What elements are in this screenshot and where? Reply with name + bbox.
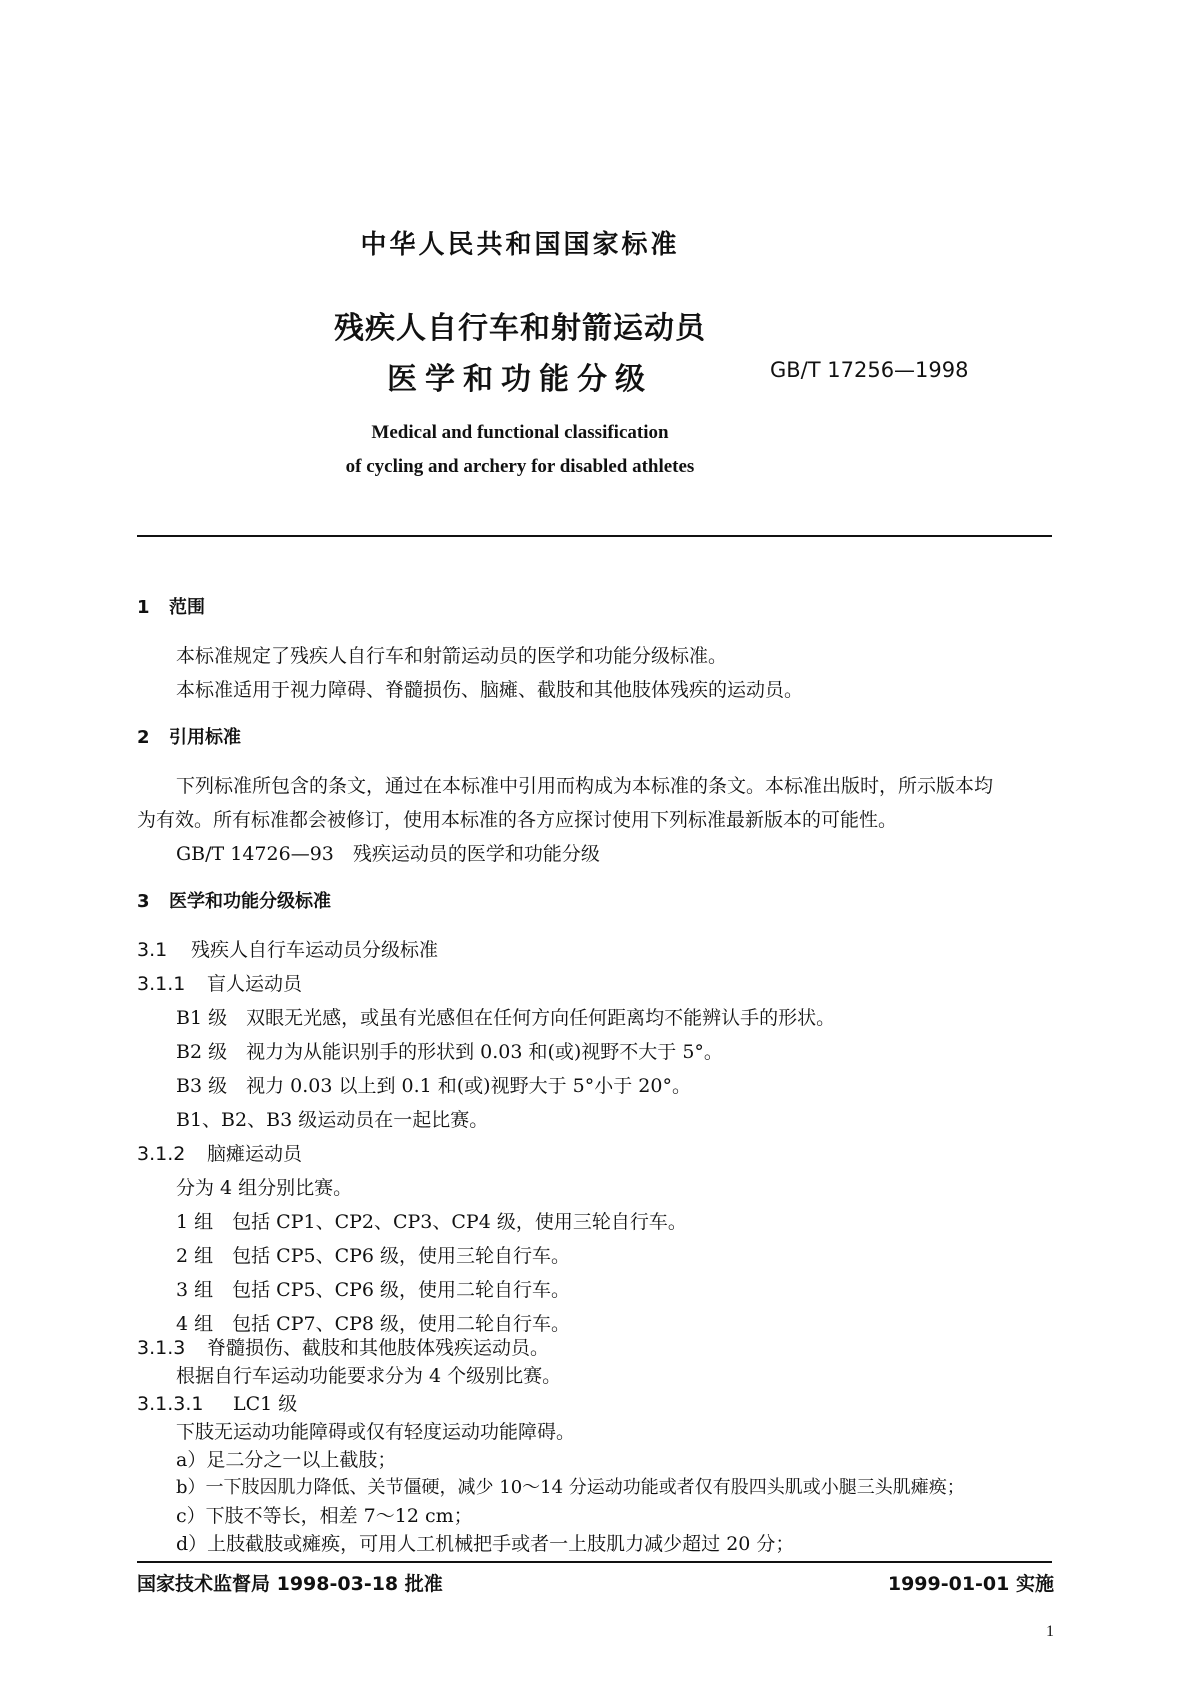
- subsection-number: 3.1.2: [137, 1143, 186, 1165]
- s2-paragraph-line2: 为有效。所有标准都会被修订，使用本标准的各方应探讨使用下列标准最新版本的可能性。: [137, 809, 898, 831]
- section-number: 2: [137, 727, 150, 748]
- approval-note: 国家技术监督局 1998-03-18 批准: [137, 1573, 443, 1595]
- class-b2: B2 级 视力为从能识别手的形状到 0.03 和(或)视野不大于 5°。: [176, 1041, 723, 1063]
- cp-intro: 分为 4 组分别比赛。: [176, 1177, 353, 1199]
- title-line1: 残疾人自行车和射箭运动员: [334, 311, 706, 346]
- subsection-number: 3.1.3.1: [137, 1393, 204, 1415]
- cp-group-3: 3 组 包括 CP5、CP6 级，使用二轮自行车。: [176, 1279, 571, 1301]
- subsection-number: 3.1.3: [137, 1337, 186, 1359]
- s2-paragraph-line1: 下列标准所包含的条文，通过在本标准中引用而构成为本标准的条文。本标准出版时，所示版本均: [176, 775, 994, 797]
- subsection-title: 盲人运动员: [207, 973, 303, 995]
- subsection-title: 脊髓损伤、截肢和其他肢体残疾运动员。: [207, 1337, 550, 1359]
- title-line2: 医学和功能分级: [387, 362, 653, 397]
- subsection-title: 残疾人自行车运动员分级标准: [191, 939, 439, 961]
- standard-number: GB/T 17256—1998: [770, 358, 969, 382]
- section-1-heading: [137, 593, 205, 619]
- header-divider: [137, 535, 1052, 537]
- lc1-intro: 下肢无运动功能障碍或仅有轻度运动功能障碍。: [176, 1421, 576, 1443]
- class-b3: B3 级 视力 0.03 以上到 0.1 和(或)视野大于 5°小于 20°。: [176, 1075, 691, 1097]
- subsection-title: LC1 级: [233, 1393, 298, 1415]
- class-b1: B1 级 双眼无光感，或虽有光感但在任何方向任何距离均不能辨认手的形状。: [176, 1007, 836, 1029]
- subsection-3-1-1: [137, 969, 302, 996]
- s1-paragraph-2: 本标准适用于视力障碍、脊髓损伤、脑瘫、截肢和其他肢体残疾的运动员。: [176, 679, 804, 701]
- subsection-3-1-3-1: [137, 1389, 297, 1416]
- class-b-together: B1、B2、B3 级运动员在一起比赛。: [176, 1109, 489, 1131]
- subsection-title: 脑瘫运动员: [207, 1143, 303, 1165]
- s2-reference: GB/T 14726—93 残疾运动员的医学和功能分级: [176, 843, 600, 865]
- lc1-item-a: a）足二分之一以上截肢；: [176, 1449, 397, 1471]
- page-number: 1: [1046, 1623, 1054, 1640]
- subsection-number: 3.1: [137, 939, 168, 961]
- cp-group-4: 4 组 包括 CP7、CP8 级，使用二轮自行车。: [176, 1313, 571, 1335]
- footer-divider: [137, 1561, 1052, 1563]
- lc1-item-c: c）下肢不等长，相差 7～12 cm；: [176, 1505, 473, 1527]
- lc1-item-d: d）上肢截肢或瘫痪，可用人工机械把手或者一上肢肌力减少超过 20 分；: [176, 1533, 795, 1555]
- section-number: 3: [137, 891, 150, 912]
- english-title-line2: of cycling and archery for disabled athletes: [345, 456, 695, 477]
- cp-group-1: 1 组 包括 CP1、CP2、CP3、CP4 级，使用三轮自行车。: [176, 1211, 687, 1233]
- subsection-3-1: [137, 935, 438, 962]
- lc1-item-b: b）一下肢因肌力降低、关节僵硬，减少 10～14 分运动功能或者仅有股四头肌或小腿三头肌瘫痪；: [176, 1477, 965, 1498]
- section-3-heading: [137, 887, 331, 913]
- section-title: 范围: [169, 597, 205, 618]
- section-number: 1: [137, 597, 150, 618]
- cp-group-2: 2 组 包括 CP5、CP6 级，使用三轮自行车。: [176, 1245, 571, 1267]
- section-title: 医学和功能分级标准: [169, 891, 331, 912]
- s1-paragraph-1: 本标准规定了残疾人自行车和射箭运动员的医学和功能分级标准。: [176, 645, 728, 667]
- section-title: 引用标准: [169, 727, 241, 748]
- subsection-3-1-2: [137, 1139, 302, 1166]
- implementation-date: 1999-01-01 实施: [887, 1573, 1054, 1595]
- subsection-number: 3.1.1: [137, 973, 186, 995]
- standard-type: 中华人民共和国国家标准: [360, 230, 680, 260]
- english-title-line1: Medical and functional classification: [371, 422, 669, 443]
- lc-intro: 根据自行车运动功能要求分为 4 个级别比赛。: [176, 1365, 562, 1387]
- section-2-heading: [137, 723, 241, 749]
- subsection-3-1-3: [137, 1333, 549, 1360]
